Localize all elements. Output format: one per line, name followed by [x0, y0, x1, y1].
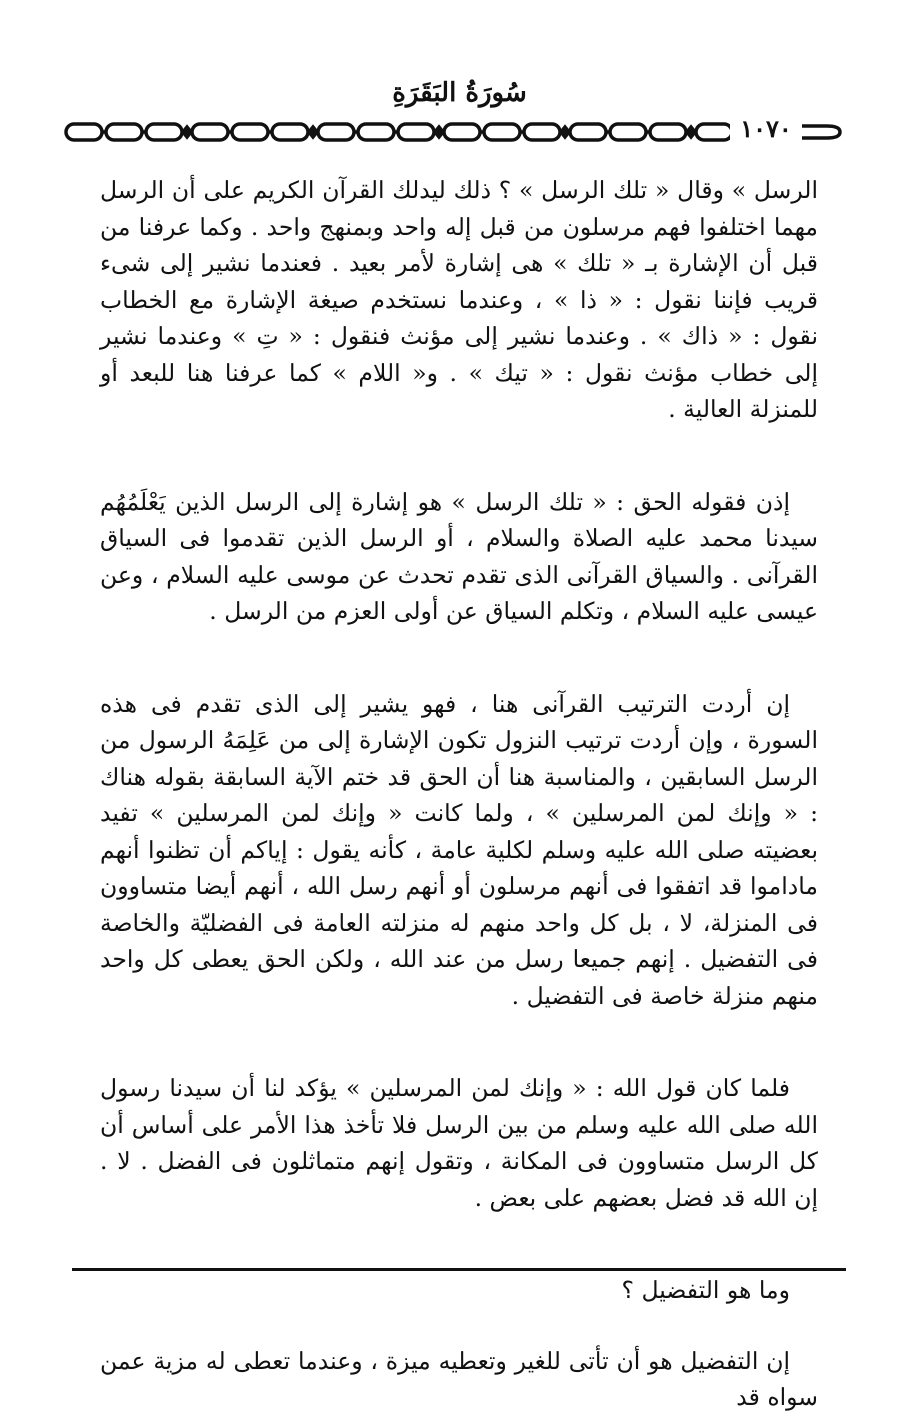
- chain-diamond: [309, 127, 317, 137]
- page-number: ١٠٧٠: [730, 116, 802, 142]
- chain-link: [272, 124, 308, 140]
- paragraph-1: الرسل » وقال « تلك الرسل » ؟ ذلك ليدلك القرآن الكريم على أن الرسل مهما اختلفوا فهم مرسلون من قبل إله واحد وبمنهج واحد . وكما عرفنا من قبل أن الإشارة بـ « تلك » هى إشارة لأمر بعيد . فعندما نشير إلى شىء قريب فإننا نقول : « ذا » ، وعندما نستخدم صيغة الإشارة مع الخطاب نقول : « ذاك » . وعندما نشير إلى مؤنث فنقول : « تِ » وعندما نشير إلى خطاب مؤنث نقول : « تيك » . و« اللام » كما عرفنا هنا للبعد أو للمنزلة العالية .: [100, 176, 818, 423]
- body-text: [100, 172, 818, 1416]
- chain-link: [192, 124, 228, 140]
- chain-ornament-icon: [62, 112, 844, 152]
- paragraph-4: فلما كان قول الله : « وإنك لمن المرسلين » يؤكد لنا أن سيدنا رسول الله صلى الله عليه وسلم من بين الرسل فلا تأخذ هذا الأمر على أساس أن كل الرسل متساوون فى المكانة ، وتقول إنهم متماثلون فى الفضل . لا . إن الله قد فضل بعضهم على بعض .: [100, 1074, 818, 1212]
- paragraph-3: إن أردت الترتيب القرآنى هنا ، فهو يشير إلى الذى تقدم فى هذه السورة ، وإن أردت ترتيب النزول تكون الإشارة إلى من عَلِمَهُ الرسول من الرسل السابقين ، والمناسبة هنا أن الحق قد ختم الآية السابقة بقوله هناك : « وإنك لمن المرسلين » ، ولما كانت « وإنك لمن المرسلين » تفيد بعضيته صلى الله عليه وسلم لكلية عامة ، كأنه يقول : إياكم أن تظنوا أنهم ماداموا قد اتفقوا فى أنهم مرسلون أو أنهم رسل الله ، أنهم أيضا متساوون فى المنزلة، لا ، بل كل واحد منهم له منزلته العامة فى الفضليّة والخاصة فى التفضيل . إنهم جميعا رسل من عند الله ، ولكن الحق يعطى كل واحد منهم منزلة خاصة فى التفضيل .: [100, 689, 818, 1010]
- chain-link: [650, 124, 686, 140]
- chain-diamond: [561, 127, 569, 137]
- chain-link: [484, 124, 520, 140]
- chain-link: [106, 124, 142, 140]
- chain-link: [232, 124, 268, 140]
- chain-link: [444, 124, 480, 140]
- chain-link: [66, 124, 102, 140]
- chain-link: [318, 124, 354, 140]
- chain-diamond: [435, 127, 443, 137]
- paragraph-2: إذن فقوله الحق : « تلك الرسل » هو إشارة إلى الرسل الذين يَعْلَمُهُم سيدنا محمد عليه الصلاة والسلام ، أو الرسل الذين تقدموا فى السياق القرآنى . والسياق القرآنى الذى تقدم تحدث عن موسى عليه السلام ، وعن عيسى عليه السلام ، وتكلم السياق عن أولى العزم من الرسل .: [100, 487, 818, 625]
- chain-link: [570, 124, 606, 140]
- paragraph-question: وما هو التفضيل ؟: [621, 1276, 790, 1304]
- chain-diamond: [687, 127, 695, 137]
- footer-rule: [72, 1268, 846, 1271]
- surah-title: سُورَةُ البَقَرَةِ: [392, 78, 527, 108]
- chain-link: [146, 124, 182, 140]
- chain-link: [398, 124, 434, 140]
- header-ornament-band: [62, 112, 844, 152]
- paragraph-6: إن التفضيل هو أن تأتى للغير وتعطيه ميزة ، وعندما تعطى له مزية عمن سواه قد: [100, 1346, 818, 1411]
- chain-link: [696, 124, 732, 140]
- chain-link: [610, 124, 646, 140]
- chain-diamond: [183, 127, 191, 137]
- chain-link: [524, 124, 560, 140]
- chain-link: [358, 124, 394, 140]
